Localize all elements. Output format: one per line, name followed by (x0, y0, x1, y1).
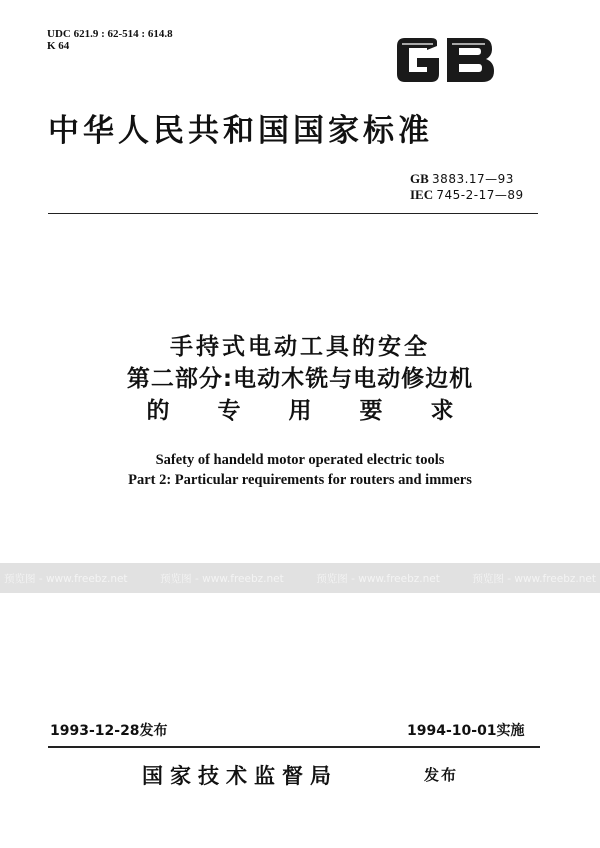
gb-prefix: GB (410, 171, 429, 186)
title-char: 专 (217, 398, 241, 424)
issuing-authority: 国家技术监督局 (142, 763, 338, 788)
title-char: 求 (430, 398, 454, 424)
watermark-banner (0, 563, 600, 593)
watermark-text: 预览图 - www.freebz.net (472, 572, 596, 585)
standard-codes (410, 171, 524, 203)
watermark-text: 预览图 - www.freebz.net (160, 572, 284, 585)
gb-logo (393, 36, 496, 84)
gb-standard-number (410, 171, 524, 187)
national-standard-title: 中华人民共和国国家标准 (48, 113, 433, 149)
chinese-title-line-1: 手持式电动工具的安全 (170, 334, 430, 360)
udc-code: UDC 621.9 : 62-514 : 614.8 (47, 28, 173, 40)
chinese-title-line-2: 第二部分:电动木铣与电动修边机 (126, 366, 474, 392)
iec-prefix: IEC (410, 187, 434, 202)
k-code: K 64 (47, 40, 70, 52)
implementation-date: 1994-10-01实施 (407, 723, 525, 739)
footer-divider (48, 746, 540, 748)
header-divider (48, 213, 538, 214)
english-title-line-1: Safety of handeld motor operated electric tools (155, 452, 445, 468)
watermark-text: 预览图 - www.freebz.net (4, 572, 128, 585)
iec-number: 745-2-17—89 (436, 188, 524, 202)
issue-label: 发布 (424, 766, 459, 784)
issue-date: 1993-12-28发布 (50, 723, 168, 739)
title-char: 的 (146, 398, 170, 424)
english-title-line-2: Part 2: Particular requirements for routers and immers (128, 472, 472, 488)
classification-block (47, 28, 173, 52)
iec-standard-number (410, 187, 524, 203)
gb-number: 3883.17—93 (432, 172, 514, 186)
title-char: 用 (288, 398, 312, 424)
watermark-text: 预览图 - www.freebz.net (316, 572, 440, 585)
title-char: 要 (359, 398, 383, 424)
chinese-title-line-3 (50, 396, 550, 426)
